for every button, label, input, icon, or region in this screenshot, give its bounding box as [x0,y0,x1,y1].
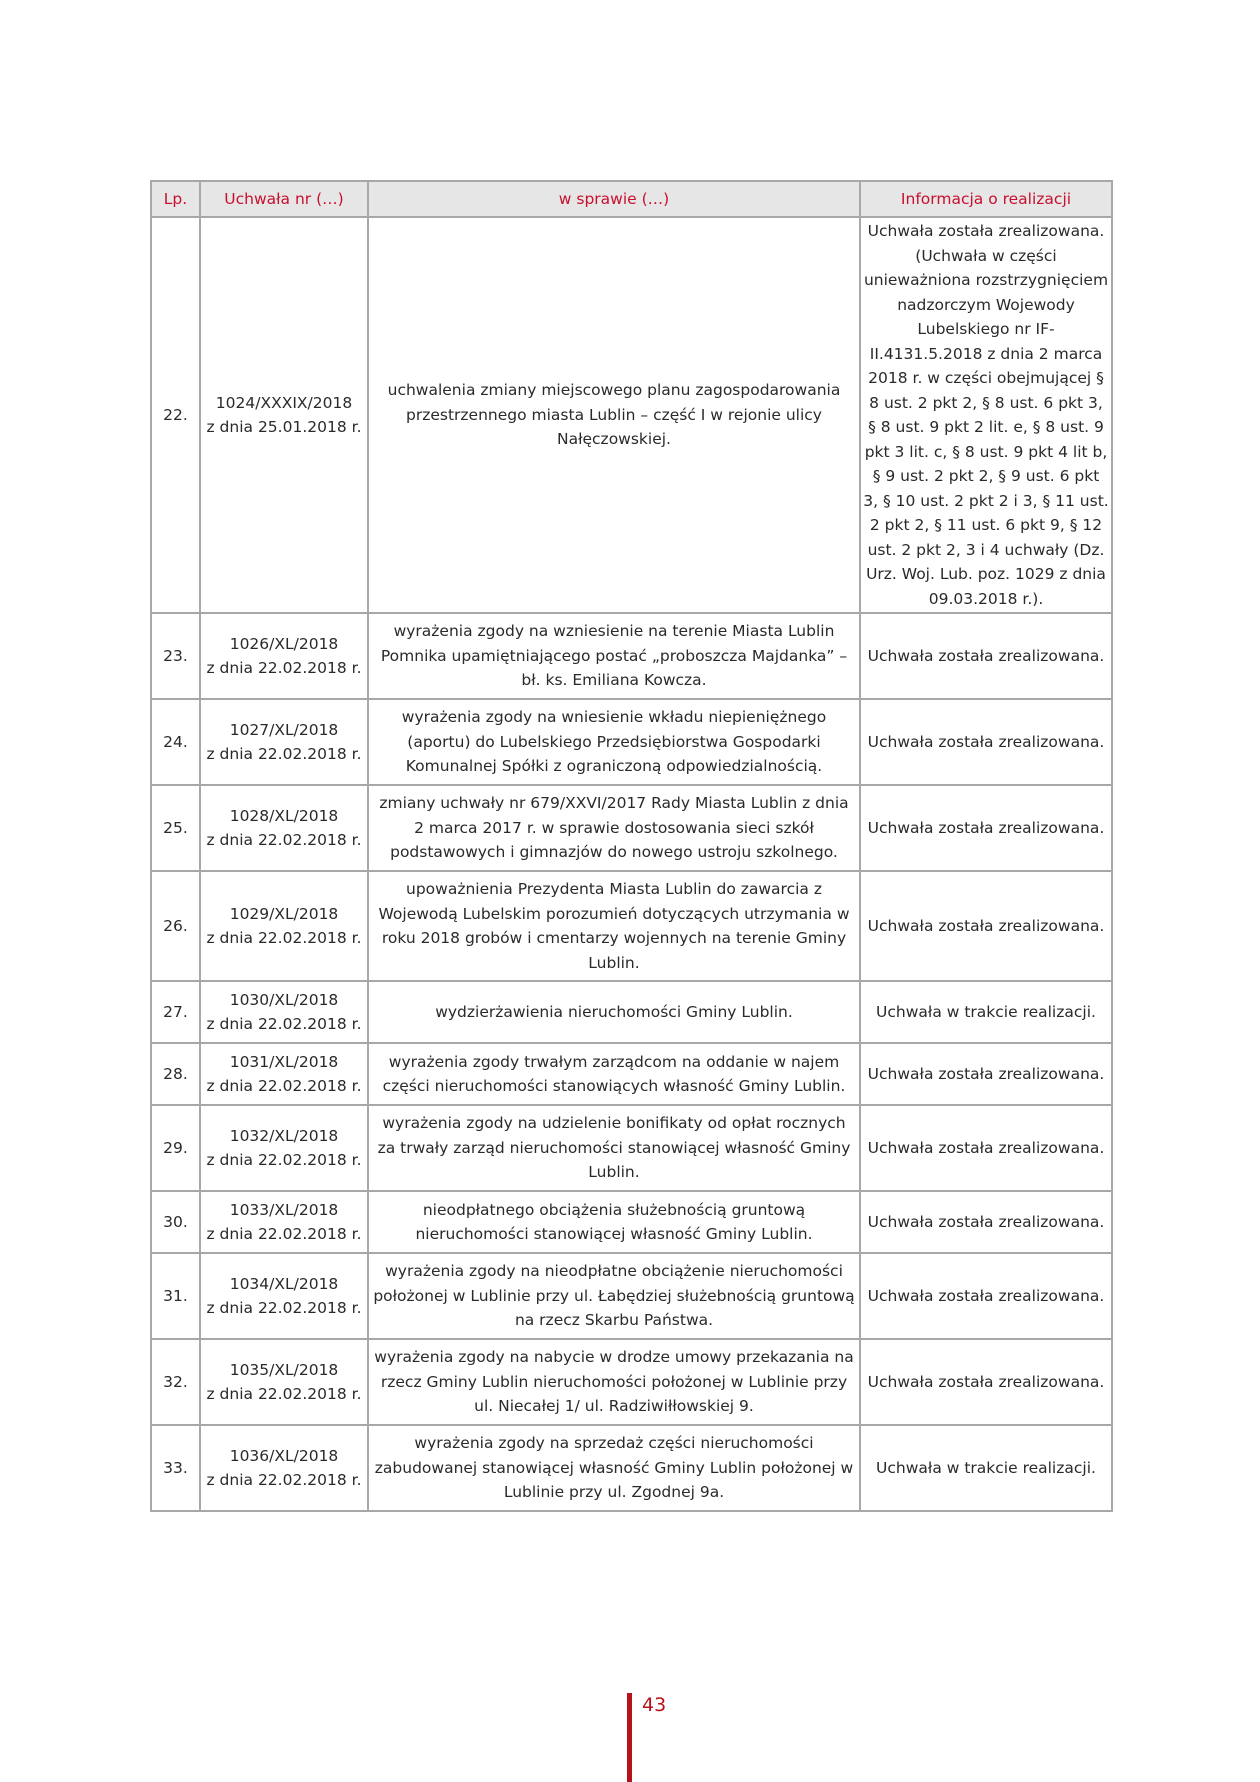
resolution-number: 1029/XL/2018 [229,904,339,923]
row-implementation-info: Uchwała została zrealizowana. [860,871,1112,981]
row-lp: 28. [151,1043,200,1105]
row-lp: 24. [151,699,200,785]
page-number: 43 [642,1694,667,1716]
row-resolution [200,785,368,871]
resolution-number: 1036/XL/2018 [229,1446,339,1465]
row-implementation-info: Uchwała została zrealizowana. [860,1339,1112,1425]
row-subject: wyrażenia zgody na udzielenie bonifikaty od opłat rocznych za trwały zarząd nieruchomości stanowiącej własność Gminy Lublin. [368,1105,860,1191]
row-lp: 30. [151,1191,200,1253]
table-row [151,613,1112,699]
row-subject: wyrażenia zgody trwałym zarządcom na oddanie w najem części nieruchomości stanowiących własność Gminy Lublin. [368,1043,860,1105]
row-implementation-info: Uchwała została zrealizowana. [860,613,1112,699]
header-resolution-number: Uchwała nr (…) [200,181,368,217]
resolution-date: z dnia 22.02.2018 r. [206,831,362,849]
resolution-number: 1024/XXXIX/2018 [215,393,353,412]
resolution-date: z dnia 22.02.2018 r. [206,659,362,677]
row-subject: uchwalenia zmiany miejscowego planu zagospodarowania przestrzennego miasta Lublin – część I w rejonie ulicy Nałęczowskiej. [368,217,860,613]
page-number-marker [627,1693,632,1782]
row-lp: 27. [151,981,200,1043]
resolution-date: z dnia 22.02.2018 r. [206,1015,362,1033]
table-row [151,1191,1112,1253]
row-subject: wyrażenia zgody na nabycie w drodze umowy przekazania na rzecz Gminy Lublin nieruchomości położonej w Lublinie przy ul. Niecałej 1/ ul. Radziwiłłowskiej 9. [368,1339,860,1425]
row-lp: 29. [151,1105,200,1191]
row-resolution [200,217,368,613]
table-row [151,699,1112,785]
table-row [151,785,1112,871]
table-body [151,217,1112,1511]
table-row [151,871,1112,981]
row-resolution [200,1339,368,1425]
row-subject: zmiany uchwały nr 679/XXVI/2017 Rady Miasta Lublin z dnia 2 marca 2017 r. w sprawie dostosowania sieci szkół podstawowych i gimnazjów do nowego ustroju szkolnego. [368,785,860,871]
resolution-date: z dnia 25.01.2018 r. [206,418,362,436]
row-implementation-info: Uchwała została zrealizowana. [860,1105,1112,1191]
table-row [151,217,1112,613]
resolution-number: 1032/XL/2018 [229,1126,339,1145]
row-resolution [200,1191,368,1253]
row-resolution [200,871,368,981]
row-resolution [200,699,368,785]
resolution-number: 1030/XL/2018 [229,990,339,1009]
resolution-date: z dnia 22.02.2018 r. [206,1225,362,1243]
row-subject: nieodpłatnego obciążenia służebnością gruntową nieruchomości stanowiącej własność Gminy Lublin. [368,1191,860,1253]
row-lp: 22. [151,217,200,613]
row-lp: 25. [151,785,200,871]
header-subject: w sprawie (…) [368,181,860,217]
row-implementation-info: Uchwała została zrealizowana. [860,699,1112,785]
table-row [151,1339,1112,1425]
resolution-number: 1028/XL/2018 [229,806,339,825]
resolution-date: z dnia 22.02.2018 r. [206,1299,362,1317]
row-subject: wyrażenia zgody na wzniesienie na terenie Miasta Lublin Pomnika upamiętniającego postać „proboszcza Majdanka” – bł. ks. Emiliana Kowcza. [368,613,860,699]
row-resolution [200,613,368,699]
resolution-date: z dnia 22.02.2018 r. [206,1385,362,1403]
row-subject: wydzierżawienia nieruchomości Gminy Lublin. [368,981,860,1043]
resolution-number: 1033/XL/2018 [229,1200,339,1219]
row-resolution [200,1253,368,1339]
row-resolution [200,1105,368,1191]
resolution-date: z dnia 22.02.2018 r. [206,1151,362,1169]
row-lp: 26. [151,871,200,981]
row-lp: 23. [151,613,200,699]
resolution-number: 1026/XL/2018 [229,634,339,653]
header-row [151,181,1112,217]
row-resolution [200,1043,368,1105]
table-row [151,1043,1112,1105]
row-implementation-info: Uchwała w trakcie realizacji. [860,1425,1112,1511]
resolution-number: 1027/XL/2018 [229,720,339,739]
resolution-date: z dnia 22.02.2018 r. [206,1471,362,1489]
resolutions-table [150,180,1113,1512]
table-header [151,181,1112,217]
row-lp: 32. [151,1339,200,1425]
header-lp: Lp. [151,181,200,217]
row-implementation-info: Uchwała została zrealizowana. [860,1253,1112,1339]
resolution-number: 1034/XL/2018 [229,1274,339,1293]
row-resolution [200,1425,368,1511]
row-subject: wyrażenia zgody na wniesienie wkładu niepieniężnego (aportu) do Lubelskiego Przedsiębiorstwa Gospodarki Komunalnej Spółki z ograniczoną odpowiedzialnością. [368,699,860,785]
resolution-number: 1035/XL/2018 [229,1360,339,1379]
resolution-date: z dnia 22.02.2018 r. [206,929,362,947]
row-implementation-info: Uchwała została zrealizowana. [860,785,1112,871]
row-subject: upoważnienia Prezydenta Miasta Lublin do zawarcia z Wojewodą Lubelskim porozumień dotyczących utrzymania w roku 2018 grobów i cmentarzy wojennych na terenie Gminy Lublin. [368,871,860,981]
row-subject: wyrażenia zgody na sprzedaż części nieruchomości zabudowanej stanowiącej własność Gminy Lublin położonej w Lublinie przy ul. Zgodnej 9a. [368,1425,860,1511]
resolution-date: z dnia 22.02.2018 r. [206,1077,362,1095]
row-implementation-info: Uchwała została zrealizowana. (Uchwała w części unieważniona rozstrzygnięciem nadzorczym Wojewody Lubelskiego nr IF-II.4131.5.2018 z dnia 2 marca 2018 r. w części obejmującej § 8 ust. 2 pkt 2, § 8 ust. 6 pkt 3, § 8 ust. 9 pkt 2 lit. e, § 8 ust. 9 pkt 3 lit. c, § 8 ust. 9 pkt 4 lit b, § 9 ust. 2 pkt 2, § 9 ust. 6 pkt 3, § 10 ust. 2 pkt 2 i 3, § 11 ust. 2 pkt 2, § 11 ust. 6 pkt 9, § 12 ust. 2 pkt 2, 3 i 4 uchwały (Dz. Urz. Woj. Lub. poz. 1029 z dnia 09.03.2018 r.). [860,217,1112,613]
table-row [151,1253,1112,1339]
row-subject: wyrażenia zgody na nieodpłatne obciążenie nieruchomości położonej w Lublinie przy ul. Łabędziej służebnością gruntową na rzecz Skarbu Państwa. [368,1253,860,1339]
resolution-number: 1031/XL/2018 [229,1052,339,1071]
resolution-date: z dnia 22.02.2018 r. [206,745,362,763]
row-implementation-info: Uchwała w trakcie realizacji. [860,981,1112,1043]
table-row [151,1425,1112,1511]
table-row [151,1105,1112,1191]
row-implementation-info: Uchwała została zrealizowana. [860,1191,1112,1253]
row-lp: 31. [151,1253,200,1339]
header-implementation-info: Informacja o realizacji [860,181,1112,217]
row-implementation-info: Uchwała została zrealizowana. [860,1043,1112,1105]
row-lp: 33. [151,1425,200,1511]
row-resolution [200,981,368,1043]
table-row [151,981,1112,1043]
